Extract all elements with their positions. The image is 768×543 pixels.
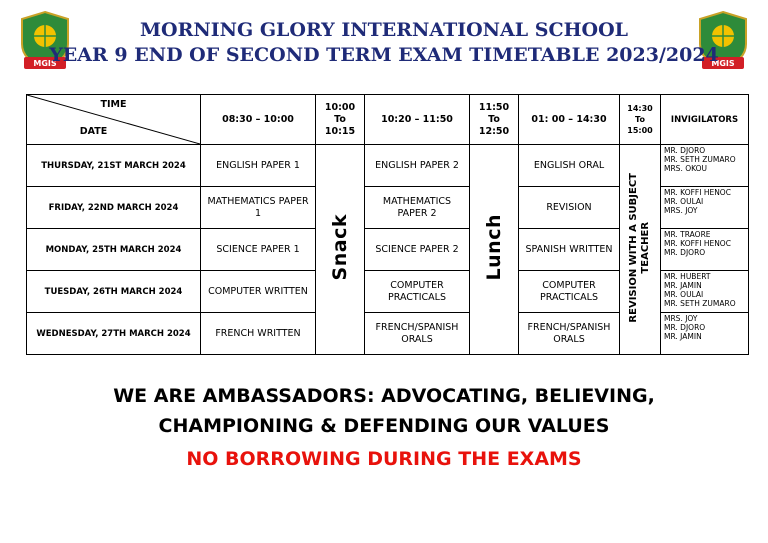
exam-slot2: FRENCH/SPANISH ORALS (365, 313, 470, 355)
exam-date: THURSDAY, 21ST MARCH 2024 (27, 145, 201, 187)
exam-date: TUESDAY, 26TH MARCH 2024 (27, 271, 201, 313)
exam-slot1: FRENCH WRITTEN (201, 313, 316, 355)
snack-label: Snack (329, 214, 351, 281)
invigilator-list: MRS. JOY MR. DJORO MR. JAMIN (661, 313, 749, 355)
exam-date: MONDAY, 25TH MARCH 2024 (27, 229, 201, 271)
table-row (27, 145, 749, 187)
col-snack-time: 10:00 To 10:15 (316, 95, 365, 145)
school-name: MORNING GLORY INTERNATIONAL SCHOOL (139, 19, 628, 41)
col-slot1: 08:30 – 10:00 (201, 95, 316, 145)
exam-slot3: REVISION (519, 187, 620, 229)
col-revision-time: 14:30 To 15:00 (620, 95, 661, 145)
corner-date-label: DATE (79, 126, 108, 137)
invigilator-list: MR. TRAORE MR. KOFFI HENOC MR. DJORO (661, 229, 749, 271)
invigilator-list: MR. KOFFI HENOC MR. OULAI MRS. JOY (661, 187, 749, 229)
logo-text: MGIS (33, 59, 57, 68)
exam-slot2: ENGLISH PAPER 2 (365, 145, 470, 187)
exam-slot3: FRENCH/SPANISH ORALS (519, 313, 620, 355)
exam-slot1: SCIENCE PAPER 1 (201, 229, 316, 271)
exam-slot1: COMPUTER WRITTEN (201, 271, 316, 313)
snack-break (316, 145, 365, 355)
lunch-label: Lunch (483, 214, 505, 281)
exam-slot1: MATHEMATICS PAPER 1 (201, 187, 316, 229)
header-row (27, 95, 749, 145)
exam-slot3: COMPUTER PRACTICALS (519, 271, 620, 313)
exam-timetable (26, 94, 749, 355)
exam-slot3: SPANISH WRITTEN (519, 229, 620, 271)
motto-line-2: CHAMPIONING & DEFENDING OUR VALUES (158, 415, 610, 437)
logo-text: MGIS (711, 59, 735, 68)
invigilator-list: MR. DJORO MR. SETH ZUMARO MRS. OKOU (661, 145, 749, 187)
time-date-corner (27, 95, 201, 145)
col-invigilators: INVIGILATORS (661, 95, 749, 145)
exam-slot3: ENGLISH ORAL (519, 145, 620, 187)
exam-warning: NO BORROWING DURING THE EXAMS (186, 448, 582, 470)
lunch-break (470, 145, 519, 355)
col-slot2: 10:20 – 11:50 (365, 95, 470, 145)
col-slot3: 01: 00 – 14:30 (519, 95, 620, 145)
revision-period (620, 145, 661, 355)
exam-slot2: SCIENCE PAPER 2 (365, 229, 470, 271)
revision-label: REVISION WITH A SUBJECT TEACHER (628, 172, 651, 323)
exam-date: WEDNESDAY, 27TH MARCH 2024 (27, 313, 201, 355)
exam-date: FRIDAY, 22ND MARCH 2024 (27, 187, 201, 229)
exam-slot1: ENGLISH PAPER 1 (201, 145, 316, 187)
corner-time-label: TIME (100, 99, 127, 110)
exam-slot2: MATHEMATICS PAPER 2 (365, 187, 470, 229)
motto-line-1: WE ARE AMBASSADORS: ADVOCATING, BELIEVING, (113, 385, 655, 407)
invigilator-list: MR. HUBERT MR. JAMIN MR. OULAI MR. SETH ZUMARO (661, 271, 749, 313)
exam-slot2: COMPUTER PRACTICALS (365, 271, 470, 313)
timetable-title: YEAR 9 END OF SECOND TERM EXAM TIMETABLE 2023/2024 (49, 44, 719, 66)
col-lunch-time: 11:50 To 12:50 (470, 95, 519, 145)
